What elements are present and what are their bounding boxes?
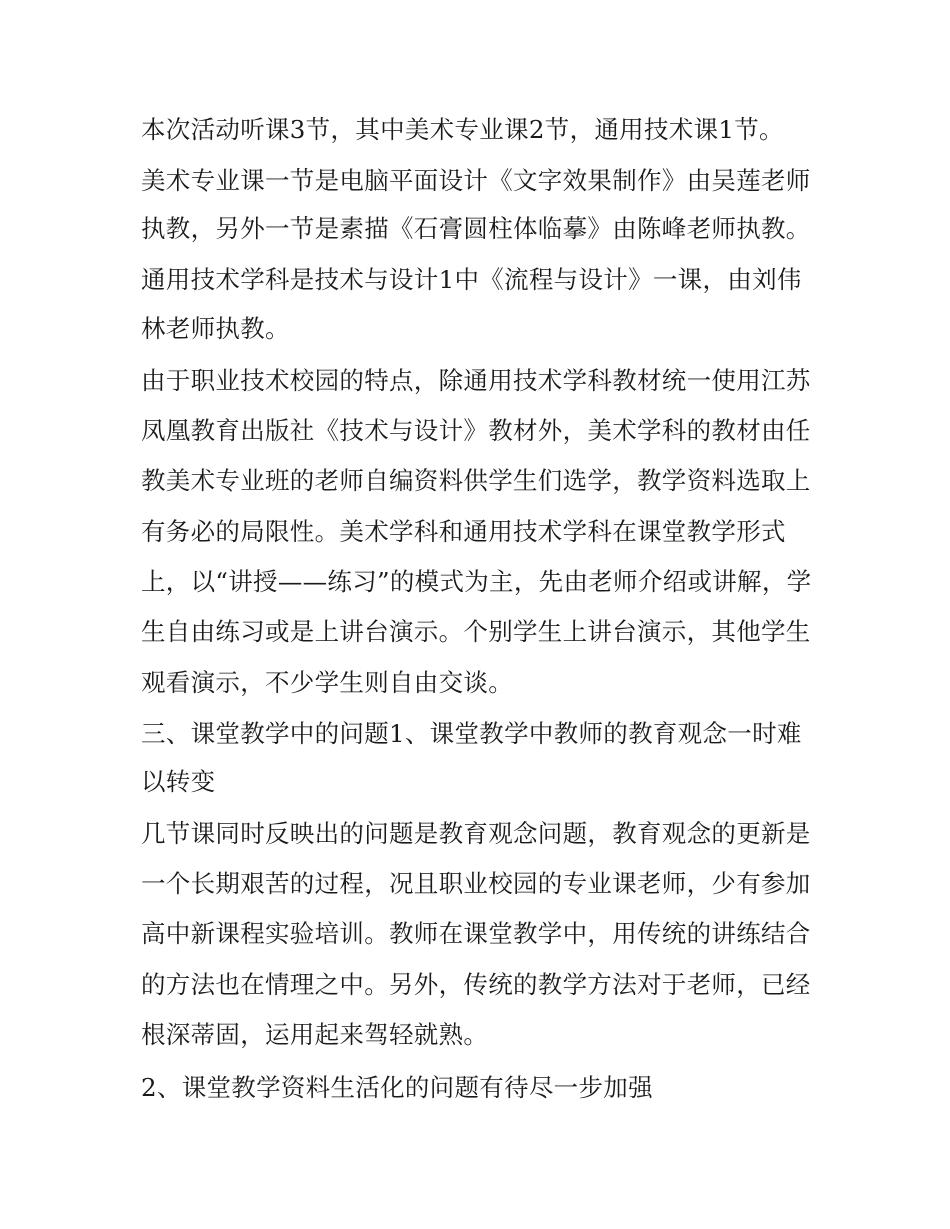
text-line: 美术专业课一节是电脑平面设计《文字效果制作》由吴莲老师 [141,166,811,195]
text-line: 执教，另外一节是素描《石膏圆柱体临摹》由陈峰老师执教。 [141,214,811,243]
text-line: 本次活动听课3节，其中美术专业课2节，通用技术课1节。 [141,115,784,144]
text-line: 凤凰教育出版社《技术与设计》教材外，美术学科的教材由任 [141,416,811,445]
text-line: 林老师执教。 [141,314,290,343]
text-line: 上，以“讲授——练习”的模式为主，先由老师介绍或讲解，学 [141,567,812,596]
text-line: 三、课堂教学中的问题1、课堂教学中教师的教育观念一时难 [141,719,802,748]
text-line: 根深蒂固，运用起来驾轻就熟。 [141,1020,489,1049]
text-line: 教美术专业班的老师自编资料供学生们选学，教学资料选取上 [141,466,811,495]
text-line: 通用技术学科是技术与设计1中《流程与设计》一课，由刘伟 [141,265,802,294]
text-line: 由于职业技术校园的特点，除通用技术学科教材统一使用江苏 [141,366,811,395]
text-line: 2、课堂教学资料生活化的问题有待尽一步加强 [141,1073,653,1102]
text-line: 几节课同时反映出的问题是教育观念问题，教育观念的更新是 [141,819,811,848]
text-line: 有务必的局限性。美术学科和通用技术学科在课堂教学形式 [141,517,786,546]
text-line: 的方法也在情理之中。另外，传统的教学方法对于老师，已经 [141,970,811,999]
text-line: 生自由练习或是上讲台演示。个别学生上讲台演示，其他学生 [141,617,811,646]
text-line: 以转变 [141,767,216,796]
text-line: 观看演示，不少学生则自由交谈。 [141,668,513,697]
text-line: 高中新课程实验培训。教师在课堂教学中，用传统的讲练结合 [141,919,811,948]
text-line: 一个长期艰苦的过程，况且职业校园的专业课老师，少有参加 [141,869,811,898]
